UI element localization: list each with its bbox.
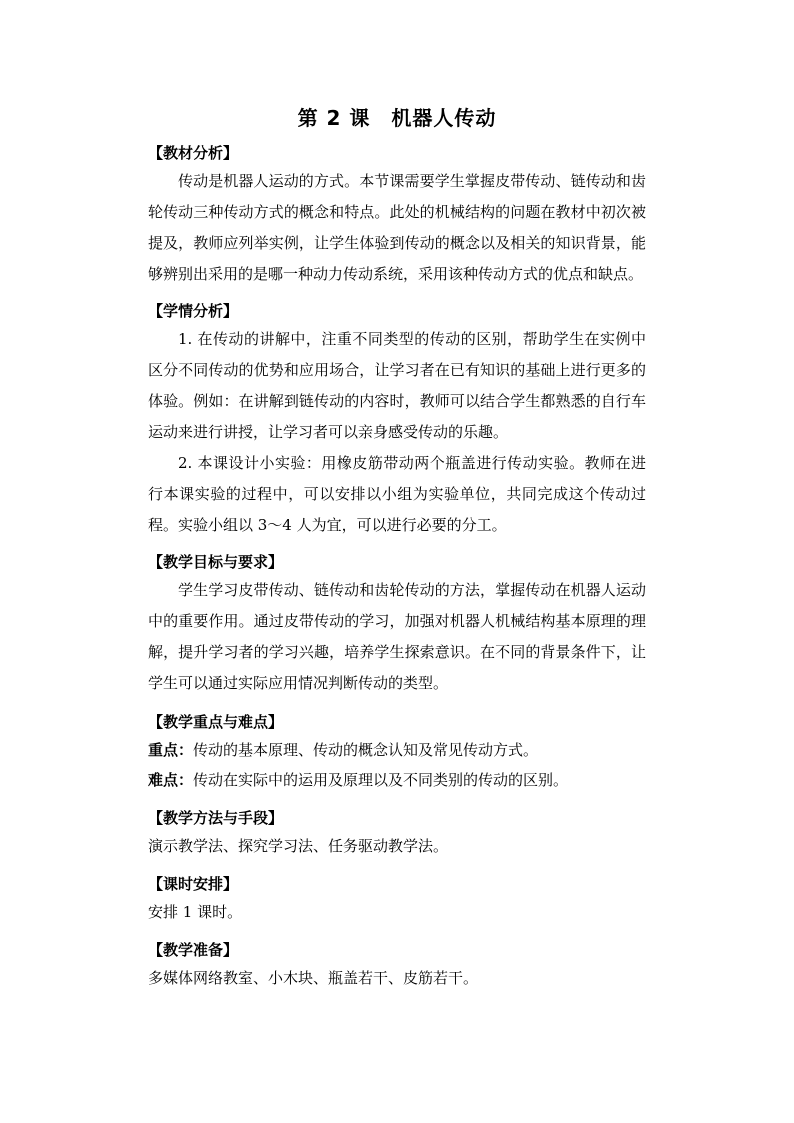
section-material-analysis: [148, 140, 646, 290]
key-point-label: 重点：: [148, 741, 194, 759]
section-preparation: [148, 937, 646, 993]
key-point-line: [148, 735, 646, 765]
section-heading: 【教学目标与要求】: [148, 553, 284, 571]
section-text: 多媒体网络教室、小木块、瓶盖若干、皮筋若干。: [148, 969, 479, 987]
numbered-paragraph: 1. 在传动的讲解中，注重不同类型的传动的区别，帮助学生在实例中区分不同传动的优势和应用场合，让学习者在已有知识的基础上进行更多的体验。例如：在讲解到链传动的内容时，教师可以结合学生都熟悉的自行车运动来进行讲授，让学习者可以亲身感受传动的乐趣。: [148, 330, 646, 441]
difficulty-text: 传动在实际中的运用及原理以及不同类别的传动的区别。: [193, 771, 569, 789]
section-heading: 【课时安排】: [148, 875, 239, 893]
section-text: 安排 1 课时。: [148, 903, 243, 921]
section-heading: 【教学准备】: [148, 941, 239, 959]
section-paragraph: 传动是机器人运动的方式。本节课需要学生掌握皮带传动、链传动和齿轮传动三种传动方式的概念和特点。此处的机械结构的问题在教材中初次被提及，教师应列举实例，让学生体验到传动的概念以及相关的知识背景，能够辨别出采用的是哪一种动力传动系统，采用该种传动方式的优点和缺点。: [148, 172, 646, 283]
section-goals: [148, 549, 646, 699]
section-paragraph: 学生学习皮带传动、链传动和齿轮传动的方法，掌握传动在机器人运动中的重要作用。通过皮带传动的学习，加强对机器人机械结构基本原理的理解，提升学习者的学习兴趣，培养学生探索意识。在不同的背景条件下，让学生可以通过实际应用情况判断传动的类型。: [148, 581, 646, 692]
section-heading: 【学情分析】: [148, 302, 239, 320]
section-heading: 【教学重点与难点】: [148, 713, 284, 731]
section-heading: 【教材分析】: [148, 144, 239, 162]
difficulty-label: 难点：: [148, 771, 194, 789]
key-point-text: 传动的基本原理、传动的概念认知及常见传动方式。: [193, 741, 539, 759]
difficulty-line: [148, 765, 646, 795]
lesson-content: [148, 140, 646, 993]
section-methods: [148, 805, 646, 861]
lesson-title: 第 2 课 机器人传动: [297, 106, 497, 130]
section-student-analysis: [148, 298, 646, 541]
section-schedule: [148, 871, 646, 927]
section-heading: 【教学方法与手段】: [148, 809, 284, 827]
section-focus: [148, 709, 646, 795]
section-text: 演示教学法、探究学习法、任务驱动教学法。: [148, 837, 449, 855]
numbered-paragraph: 2. 本课设计小实验：用橡皮筋带动两个瓶盖进行传动实验。教师在进行本课实验的过程中，可以安排以小组为实验单位，共同完成这个传动过程。实验小组以 3～4 人为宜，可以进行必要的分工。: [148, 454, 646, 534]
